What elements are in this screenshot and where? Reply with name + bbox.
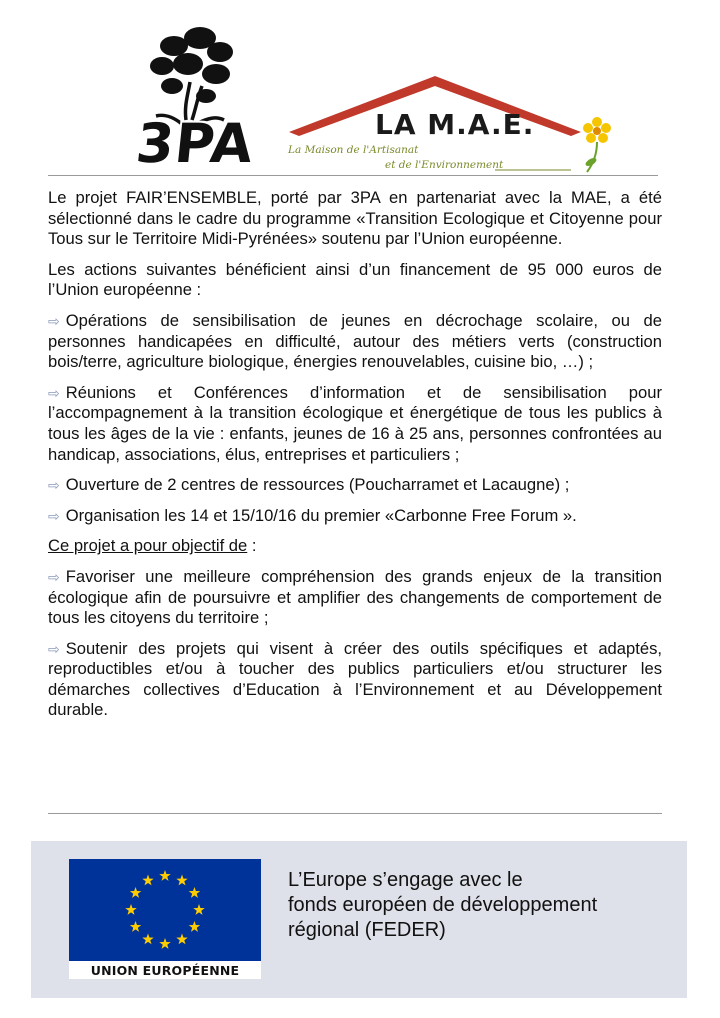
arrow-icon: ⇨ bbox=[48, 477, 60, 494]
eu-flag-logo bbox=[69, 859, 261, 979]
logo-mae-subtitle-1: La Maison de l'Artisanat bbox=[288, 144, 419, 156]
logo-mae-subtitle-2: et de l'Environnement bbox=[385, 159, 504, 171]
action-text: Ouverture de 2 centres de ressources (Poucharramet et Lacaugne) ; bbox=[65, 475, 570, 495]
objective-text: Soutenir des projets qui visent à créer des outils spécifiques et adaptés, reproductibles et/ou à toucher des publics particuliers et/ou structurer les démarches collectives d’Education à l’Environnement et au Développement durable. bbox=[48, 638, 662, 720]
action-text: Organisation les 14 et 15/10/16 du premier «Carbonne Free Forum ». bbox=[65, 505, 577, 525]
body-divider bbox=[48, 813, 662, 814]
funding-paragraph: Les actions suivantes bénéficient ainsi d’un financement de 95 000 euros de l’Union européenne : bbox=[48, 259, 662, 300]
action-item bbox=[48, 311, 662, 373]
document-body bbox=[48, 188, 662, 731]
objective-item bbox=[48, 639, 662, 721]
eu-flag-label: UNION EUROPÉENNE bbox=[90, 963, 240, 978]
action-item bbox=[48, 506, 662, 527]
eu-funding-panel bbox=[31, 841, 687, 998]
feder-line: fonds européen de développement bbox=[288, 894, 598, 916]
action-item bbox=[48, 383, 662, 465]
feder-line: L’Europe s’engage avec le bbox=[288, 869, 523, 891]
logo-3pa-text: 3PA bbox=[133, 112, 257, 175]
objective-item bbox=[48, 567, 662, 629]
arrow-icon: ⇨ bbox=[48, 312, 60, 329]
feder-statement bbox=[288, 868, 678, 943]
page-header bbox=[0, 0, 720, 178]
feder-line: régional (FEDER) bbox=[288, 919, 446, 941]
eu-flag-icon bbox=[69, 859, 261, 961]
logo-mae-title: LA M.A.E. bbox=[375, 108, 535, 141]
arrow-icon: ⇨ bbox=[48, 507, 60, 524]
arrow-icon: ⇨ bbox=[48, 640, 60, 657]
objective-heading bbox=[48, 536, 662, 557]
flower-icon bbox=[583, 117, 611, 172]
intro-paragraph: Le projet FAIR’ENSEMBLE, porté par 3PA en partenariat avec la MAE, a été sélectionné dans le cadre du programme «Transition Ecologique et Citoyenne pour Tous sur le Territoire Midi-Pyrénées» soutenu par l’Union européenne. bbox=[48, 188, 662, 249]
arrow-icon: ⇨ bbox=[48, 384, 60, 401]
action-item bbox=[48, 475, 662, 496]
arrow-icon: ⇨ bbox=[48, 568, 60, 585]
objective-text: Favoriser une meilleure compréhension des grands enjeux de la transition écologique afin de poursuivre et amplifier des changements de comportement de tous les citoyens du territoire ; bbox=[48, 566, 662, 628]
objective-heading-text: Ce projet a pour objectif de bbox=[48, 536, 248, 556]
header-divider bbox=[48, 175, 658, 176]
logo-3pa bbox=[112, 24, 272, 174]
action-text: Réunions et Conférences d’information et de sensibilisation pour l’accompagnement à la transition écologique et énergétique de tous les publics à tous les âges de la vie : enfants, jeunes de 16 à 25 ans, personnes confrontées au handicap, associations, élus, entreprises et particuliers ; bbox=[48, 382, 662, 464]
objective-heading-suffix: : bbox=[247, 536, 257, 556]
action-text: Opérations de sensibilisation de jeunes en décrochage scolaire, ou de personnes handicapées en difficulté, autour des métiers verts (construction bois/terre, agriculture biologique, énergies renouvelables, cuisine bio, …) ; bbox=[48, 310, 662, 372]
logo-mae bbox=[285, 72, 615, 178]
